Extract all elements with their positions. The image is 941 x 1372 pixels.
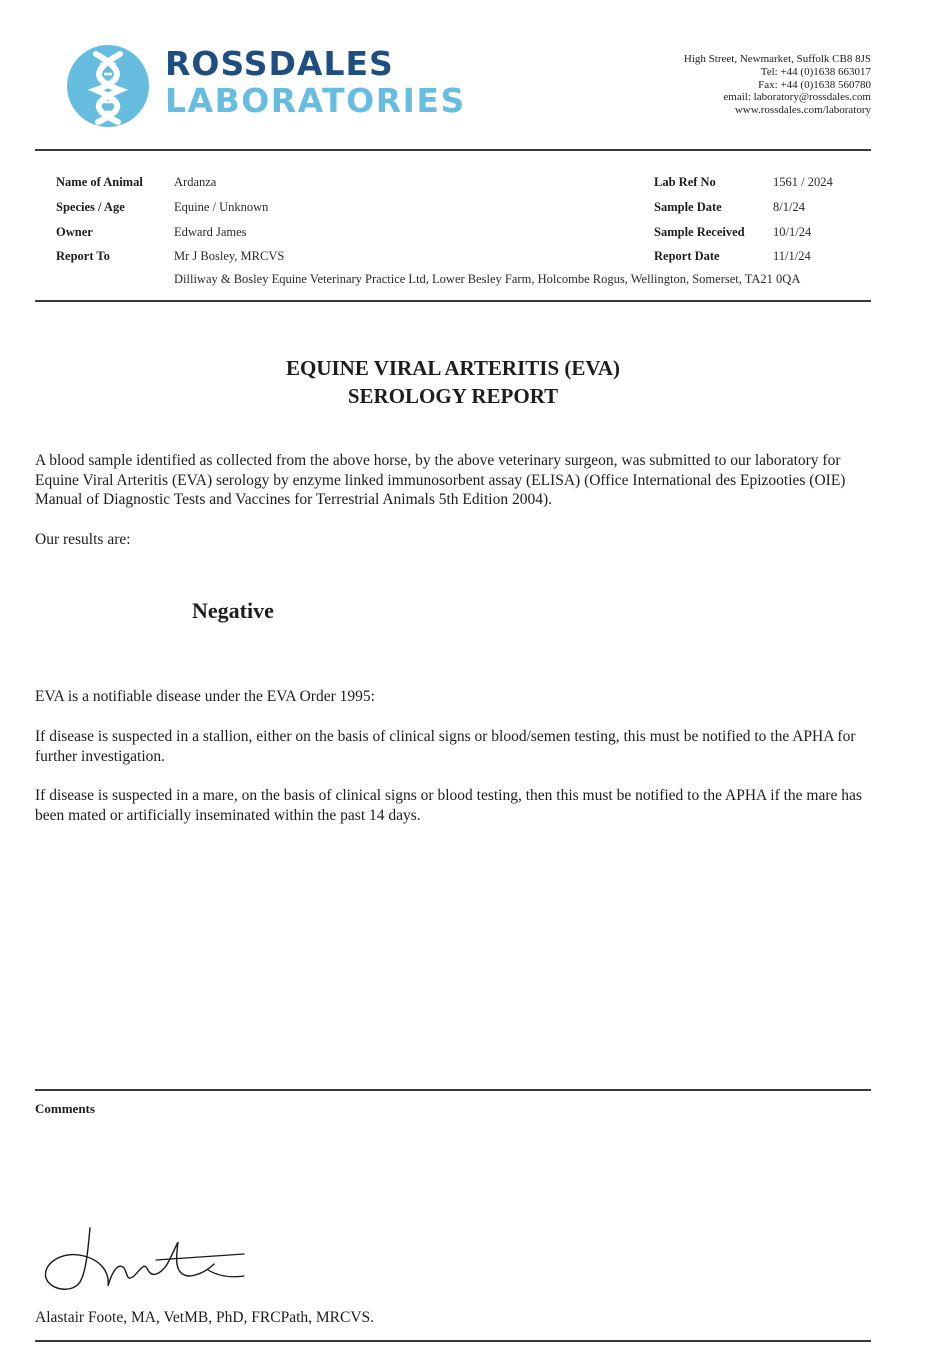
animal-name-label: Name of Animal <box>56 175 143 189</box>
lab-address: High Street, Newmarket, Suffolk CB8 8JS <box>683 53 871 65</box>
signature-image <box>38 1220 253 1295</box>
comments-label: Comments <box>35 1101 95 1116</box>
sample-received-value: 10/1/24 <box>773 225 812 239</box>
practice-address: Dilliway & Bosley Equine Veterinary Practice Ltd, Lower Besley Farm, Holcombe Rogus, Wellington, Somerset, TA21 0QA <box>174 272 801 286</box>
sample-received-label: Sample Received <box>654 225 745 239</box>
signer-name: Alastair Foote, MA, VetMB, PhD, FRCPath, MRCVS. <box>35 1309 375 1326</box>
lab-fax: Fax: +44 (0)1638 560780 <box>758 78 871 91</box>
sample-date-value: 8/1/24 <box>773 200 805 214</box>
report-date-label: Report Date <box>654 249 720 263</box>
report-date-value: 11/1/24 <box>773 249 811 263</box>
owner-label: Owner <box>56 225 93 239</box>
lab-ref-label: Lab Ref No <box>654 175 716 189</box>
header-divider <box>35 149 871 151</box>
species-age-label: Species / Age <box>56 200 125 214</box>
lab-website: www.rossdales.com/laboratory <box>734 104 871 117</box>
result-value: Negative <box>192 598 274 623</box>
lab-ref-value: 1561 / 2024 <box>773 175 833 189</box>
dna-helix-icon <box>66 44 150 128</box>
species-age-value: Equine / Unknown <box>174 200 269 214</box>
sample-date-label: Sample Date <box>654 200 722 214</box>
comments-divider <box>35 1089 871 1091</box>
report-title-line1: EQUINE VIRAL ARTERITIS (EVA) <box>285 356 620 380</box>
footer-divider <box>35 1340 871 1342</box>
brand-name-line1: ROSSDALES <box>165 44 394 83</box>
intro-paragraph: A blood sample identified as collected from the above horse, by the above veterinary surgeon, was submitted to our laboratory for Equine Viral Arteritis (EVA) serology by enzyme linked immunosorbent assay (ELISA) (Office International des Epizooties (OIE) Manual of Diagnostic Tests and Vaccines for Terrestrial Animals 5th Edition 2004). <box>35 452 846 508</box>
lab-email: email: laboratory@rossdales.com <box>723 91 871 104</box>
notifiable-statement: EVA is a notifiable disease under the EVA Order 1995: <box>35 688 375 705</box>
details-divider <box>35 300 871 302</box>
animal-name-value: Ardanza <box>174 175 217 189</box>
owner-value: Edward James <box>174 225 247 239</box>
report-to-value: Mr J Bosley, MRCVS <box>174 249 285 263</box>
report-to-label: Report To <box>56 249 110 263</box>
report-title-line2: SEROLOGY REPORT <box>347 384 559 408</box>
lab-tel: Tel: +44 (0)1638 663017 <box>760 65 871 78</box>
stallion-note: If disease is suspected in a stallion, either on the basis of clinical signs or blood/semen testing, this must be notified to the APHA for further investigation. <box>35 728 856 765</box>
brand-name-line2: LABORATORIES <box>165 81 466 120</box>
lab-contact-block <box>684 53 871 117</box>
mare-note: If disease is suspected in a mare, on the basis of clinical signs or blood testing, then this must be notified to the APHA if the mare has been mated or artificially inseminated within the past 14 days. <box>35 787 862 824</box>
results-intro: Our results are: <box>35 531 131 548</box>
